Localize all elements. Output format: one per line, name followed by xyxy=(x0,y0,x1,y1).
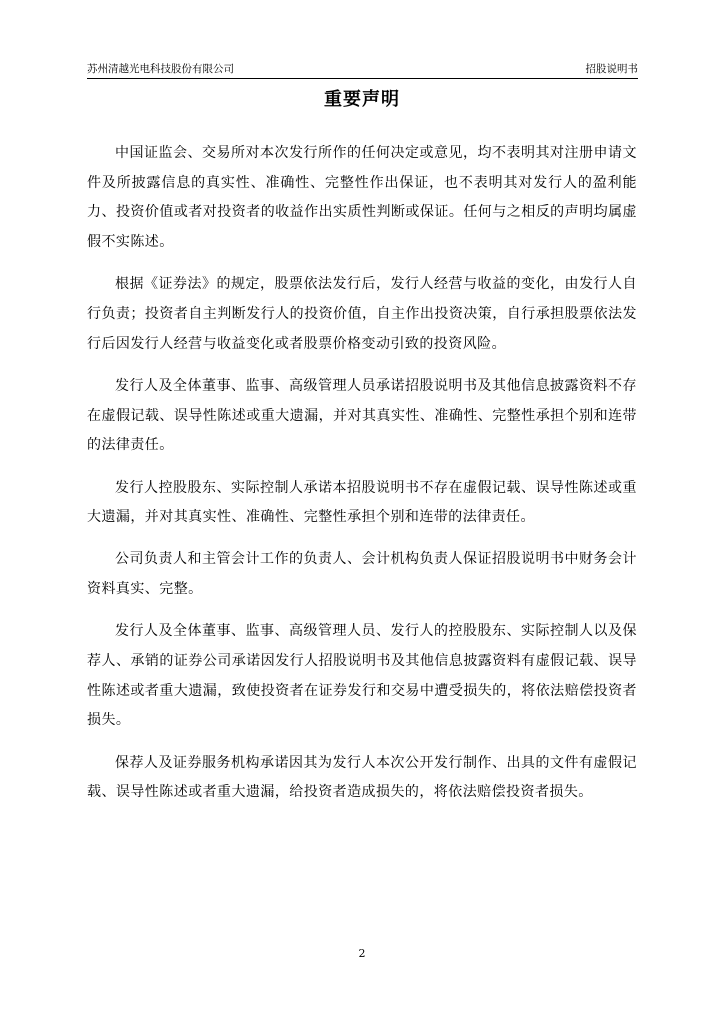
header-company-name: 苏州清越光电科技股份有限公司 xyxy=(87,63,234,75)
paragraph-investment-risk: 根据《证券法》的规定，股票依法发行后，发行人经营与收益的变化，由发行人自行负责；投资者自主判断发行人的投资价值，自主作出投资决策，自行承担股票依法发行后因发行人经营与收益变化或者股票价格变动引致的投资风险。 xyxy=(87,276,637,352)
header-document-type: 招股说明书 xyxy=(585,63,638,75)
paragraph-sponsor-commitment: 保荐人及证券服务机构承诺因其为发行人本次公开发行制作、出具的文件有虚假记载、误导性陈述或者重大遗漏，给投资者造成损失的，将依法赔偿投资者损失。 xyxy=(87,754,637,801)
paragraph-issuer-commitment: 发行人及全体董事、监事、高级管理人员承诺招股说明书及其他信息披露资料不存在虚假记载、误导性陈述或重大遗漏，并对其真实性、准确性、完整性承担个别和连带的法律责任。 xyxy=(87,377,637,454)
paragraph-compensation-commitment: 发行人及全体董事、监事、高级管理人员、发行人的控股股东、实际控制人以及保荐人、承销的证券公司承诺因发行人招股说明书及其他信息披露资料有虚假记载、误导性陈述或者重大遗漏，致使投资者在证券发行和交易中遭受损失的，将依法赔偿投资者损失。 xyxy=(87,623,637,729)
declaration-body xyxy=(87,139,637,821)
paragraph-controller-commitment: 发行人控股股东、实际控制人承诺本招股说明书不存在虚假记载、误导性陈述或重大遗漏，并对其真实性、准确性、完整性承担个别和连带的法律责任。 xyxy=(87,479,637,526)
paragraph-financial-guarantee: 公司负责人和主管会计工作的负责人、会计机构负责人保证招股说明书中财务会计资料真实、完整。 xyxy=(87,551,637,598)
page-title: 重要声明 xyxy=(324,89,400,110)
page-number: 2 xyxy=(358,947,366,960)
paragraph-regulator-disclaimer: 中国证监会、交易所对本次发行所作的任何决定或意见，均不表明其对注册申请文件及所披露信息的真实性、准确性、完整性作出保证，也不表明其对发行人的盈利能力、投资价值或者对投资者的收益作出实质性判断或保证。任何与之相反的声明均属虚假不实陈述。 xyxy=(87,145,637,251)
page-header xyxy=(87,58,638,79)
